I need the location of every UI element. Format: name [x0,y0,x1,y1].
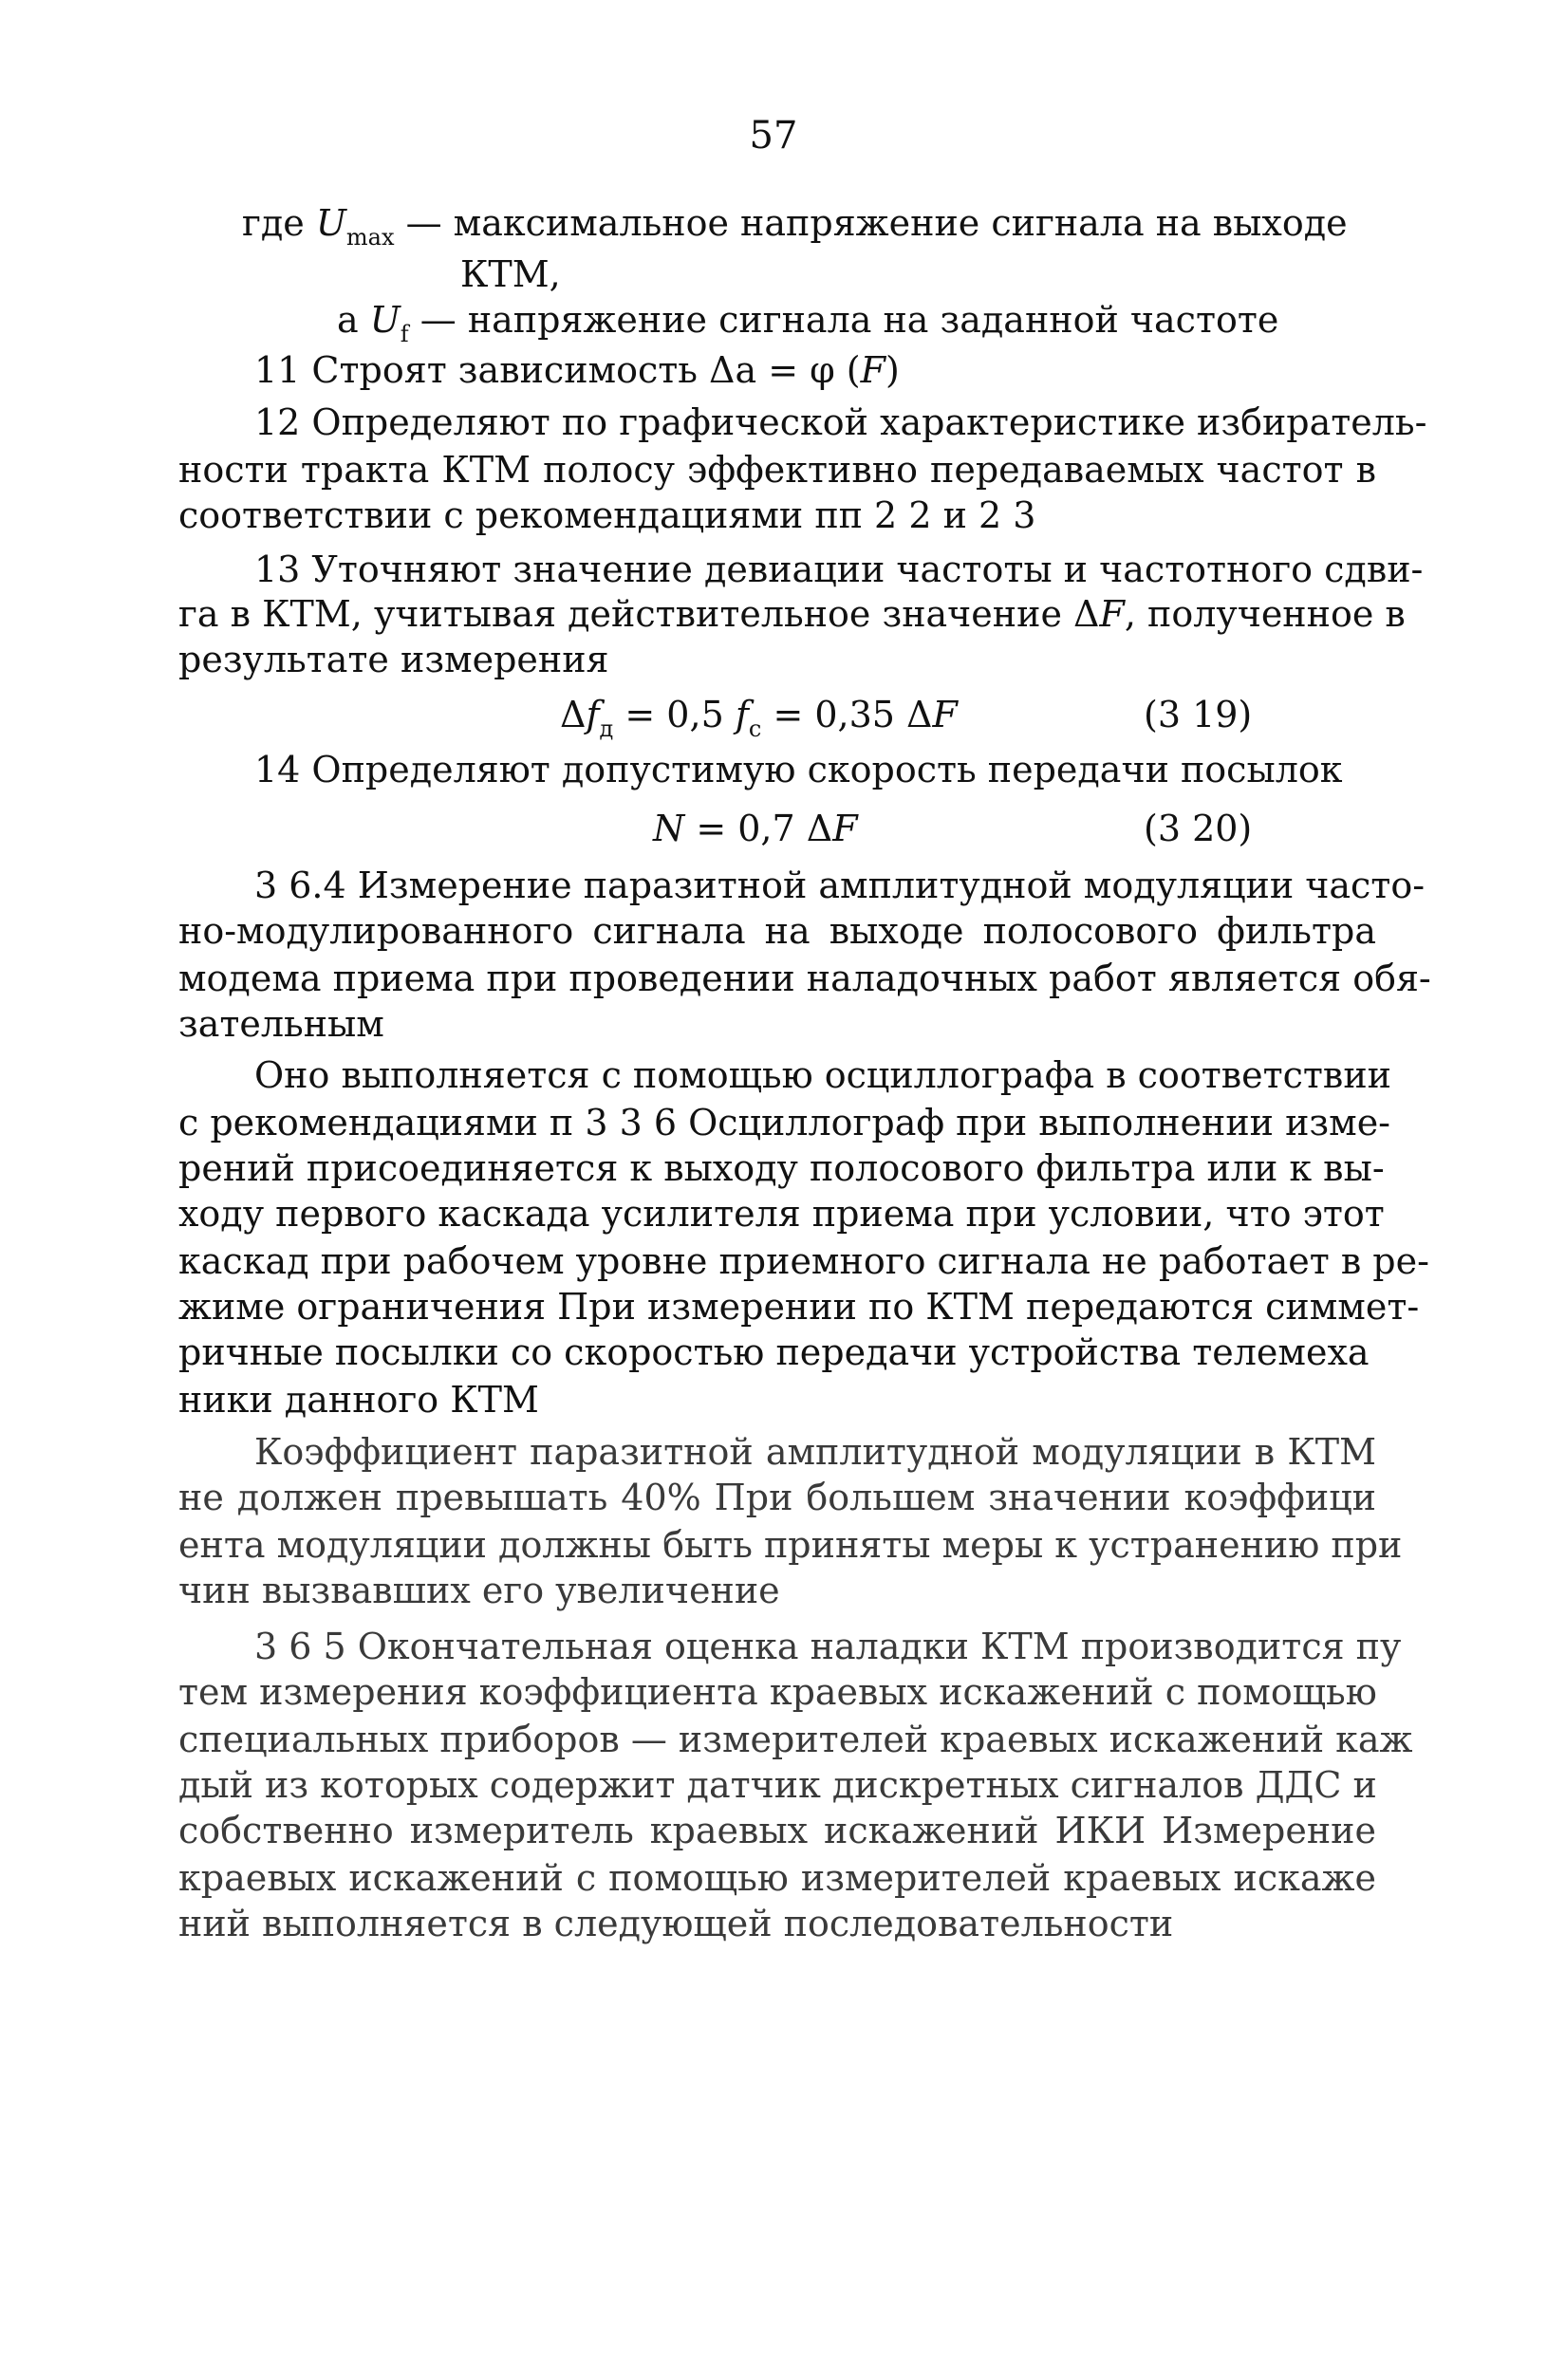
para-coef-line-1: Коэффициент паразитной амплитудной модуляции в КТМ [254,1431,1376,1473]
section-364-line-1: 3 6.4 Измерение паразитной амплитудной модуляции часто- [254,865,1426,906]
para-osc-line-3: рений присоединяется к выходу полосового фильтра или к вы- [178,1147,1385,1189]
para-osc-line-5: каскад при рабочем уровне приемного сигнала не работает в ре- [178,1240,1429,1282]
section-365-line-2: тем измерения коэффициента краевых искажений с помощью [178,1671,1377,1713]
equation-3-20: N = 0,7 ΔF [653,808,858,849]
step-11: 11 Строят зависимость Δa = φ (F) [254,349,900,391]
para-osc-line-8: ники данного КТМ [178,1379,539,1421]
para-osc-line-2: с рекомендациями п 3 3 6 Осциллограф при выполнении изме- [178,1102,1391,1144]
step-12-line-2: ности тракта КТМ полосу эффективно передаваемых частот в [178,449,1376,491]
section-365-line-4: дый из которых содержит датчик дискретных сигналов ДДС и [178,1764,1377,1806]
step-13-line-2: га в КТМ, учитывая действительное значение ΔF, полученное в [178,593,1406,635]
uf-definition: а $U_f$ — напряжение сигнала на заданной частоте [337,299,1279,347]
umax-definition-continued: КТМ, [460,253,561,295]
section-365-line-7: ний выполняется в следующей последовательности [178,1903,1174,1944]
step-12-line-1: 12 Определяют по графической характеристике избиратель- [254,401,1427,443]
equation-3-19: $\Delta f_д = 0,5$ $f_c = 0,35$ ΔF [560,694,958,742]
step-13-line-1: 13 Уточняют значение девиации частоты и частотного сдви- [254,549,1424,590]
section-364-line-4: зательным [178,1003,384,1045]
section-365-line-5: собственно измеритель краевых искажений ИКИ Измерение [178,1810,1376,1851]
section-365-line-6: краевых искажений с помощью измерителей краевых искаже [178,1857,1376,1899]
para-coef-line-2: не должен превышать 40% При большем значении коэффици [178,1477,1376,1518]
step-14: 14 Определяют допустимую скорость передачи посылок [254,749,1343,790]
para-osc-line-7: ричные посылки со скоростью передачи устройства телемеха [178,1331,1370,1373]
section-364-line-3: модема приема при проведении наладочных работ является обя- [178,958,1431,999]
step-12-line-3: соответствии с рекомендациями пп 2 2 и 2 3 [178,494,1036,536]
para-osc-line-4: ходу первого каскада усилителя приема при условии, что этот [178,1193,1385,1235]
section-364-line-2: но-модулированного сигнала на выходе полосового фильтра [178,910,1376,952]
section-365-line-1: 3 6 5 Окончательная оценка наладки КТМ производится пу [254,1626,1402,1667]
page-number: 57 [749,114,798,158]
step-13-line-3: результате измерения [178,639,609,680]
para-osc-line-6: жиме ограничения При измерении по КТМ передаются симмет- [178,1286,1420,1328]
umax-definition: где $U_{max}$ — максимальное напряжение сигнала на выходе [242,202,1348,251]
para-coef-line-4: чин вызвавших его увеличение [178,1570,780,1611]
para-osc-line-1: Оно выполняется с помощью осциллографа в соответствии [254,1054,1391,1096]
section-365-line-3: специальных приборов — измерителей краевых искажений каж [178,1719,1413,1760]
equation-number-3-19: (3 19) [1144,694,1253,735]
equation-number-3-20: (3 20) [1144,808,1253,849]
para-coef-line-3: ента модуляции должны быть приняты меры к устранению при [178,1524,1403,1566]
